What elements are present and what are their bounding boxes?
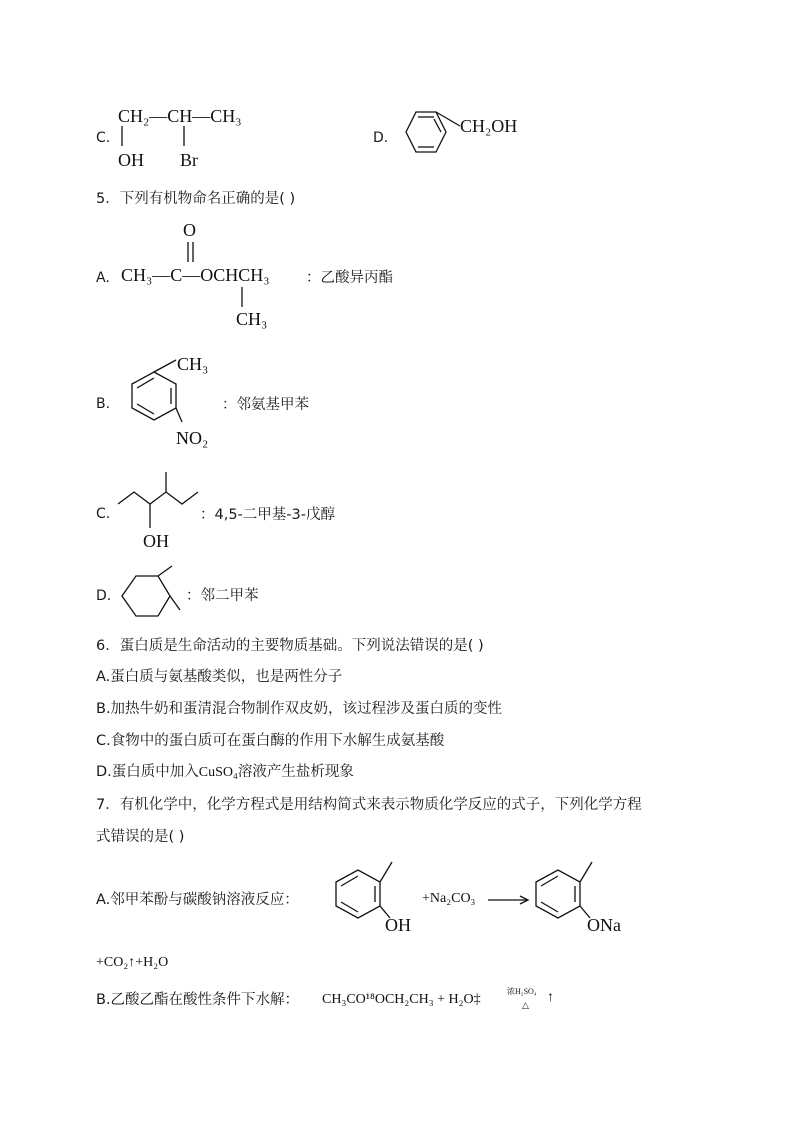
- q6-option-a: A.蛋白质与氨基酸类似，也是两性分子: [96, 669, 343, 685]
- q5-d-cyclohexane-ring: [114, 564, 194, 628]
- q6-stem: 6．蛋白质是生命活动的主要物质基础。下列说法错误的是( ): [96, 638, 484, 654]
- q7-option-a-text: A.邻甲苯酚与碳酸钠溶液反应：: [96, 892, 299, 908]
- q6-option-c: C.食物中的蛋白质可在蛋白酶的作用下水解生成氨基酸: [96, 733, 445, 749]
- q5-b-name: ：邻氨基甲苯: [222, 397, 309, 413]
- q6-option-d-post: 溶液产生盐析现象: [237, 764, 354, 780]
- q6-option-d-formula: CuSO₄: [198, 765, 238, 780]
- q5-b-ch3: CH₃: [177, 354, 209, 374]
- q5-option-a-label: A.: [96, 270, 110, 286]
- q4-d-benzene-ring: [394, 106, 464, 166]
- q7-a-reagent: +Na₂CO₃: [422, 891, 476, 906]
- q5-c-skeletal-structure: [114, 468, 204, 538]
- q7-b-condition-bottom: △: [522, 1000, 529, 1010]
- q4-c-br: Br: [180, 150, 198, 170]
- q5-a-carbonyl-o: O: [183, 220, 196, 240]
- q5-a-branch-ch3: CH₃: [236, 309, 268, 329]
- q5-a-branch-bond: [236, 285, 256, 309]
- q5-a-main-chain: CH₃—C—OCHCH₃: [121, 265, 270, 285]
- q5-c-oh: OH: [143, 531, 169, 551]
- q7-b-condition-top: 浓H₂SO₄: [507, 987, 537, 996]
- q5-option-b-label: B.: [96, 396, 111, 412]
- q5-c-name: ：4,5-二甲基-3-戊醇: [200, 507, 335, 523]
- q4-d-ch2oh: CH₂OH: [460, 116, 518, 136]
- q6-option-d-pre: D.蛋白质中加入: [96, 764, 199, 780]
- q7-stem-line2: 式错误的是( ): [96, 829, 185, 845]
- q5-option-c-label: C.: [96, 506, 111, 522]
- q4-c-bonds: [118, 124, 198, 150]
- q5-a-double-bond: [182, 240, 202, 264]
- q7-b-arrow: ↑: [547, 990, 554, 1005]
- q5-stem: 5．下列有机物命名正确的是( ): [96, 191, 296, 207]
- q5-d-name: ：邻二甲苯: [186, 588, 259, 604]
- q7-stem-line1: 7．有机化学中，化学方程式是用结构简式来表示物质化学反应的式子，下列化学方程: [96, 797, 642, 813]
- q4-option-d-label: D.: [373, 130, 389, 146]
- q7-a-ona: ONa: [587, 915, 621, 935]
- q6-option-b: B.加热牛奶和蛋清混合物制作双皮奶，该过程涉及蛋白质的变性: [96, 701, 503, 717]
- q7-option-b-text: B.乙酸乙酯在酸性条件下水解：: [96, 992, 300, 1008]
- q7-b-equation: CH₃CO¹⁸OCH₂CH₃ + H₂O‡: [322, 992, 481, 1007]
- q5-a-name: ：乙酸异丙酯: [306, 270, 393, 286]
- q4-option-c-label: C.: [96, 130, 111, 146]
- q6-option-d: [96, 762, 354, 783]
- q5-option-d-label: D.: [96, 588, 112, 604]
- q5-b-no2: NO₂: [176, 428, 209, 448]
- q7-a-products: +CO₂↑+H₂O: [96, 955, 169, 970]
- q4-c-formula-top: CH₂—CH—CH₃: [118, 106, 242, 126]
- q4-c-oh: OH: [118, 150, 144, 170]
- q7-a-oh: OH: [385, 915, 411, 935]
